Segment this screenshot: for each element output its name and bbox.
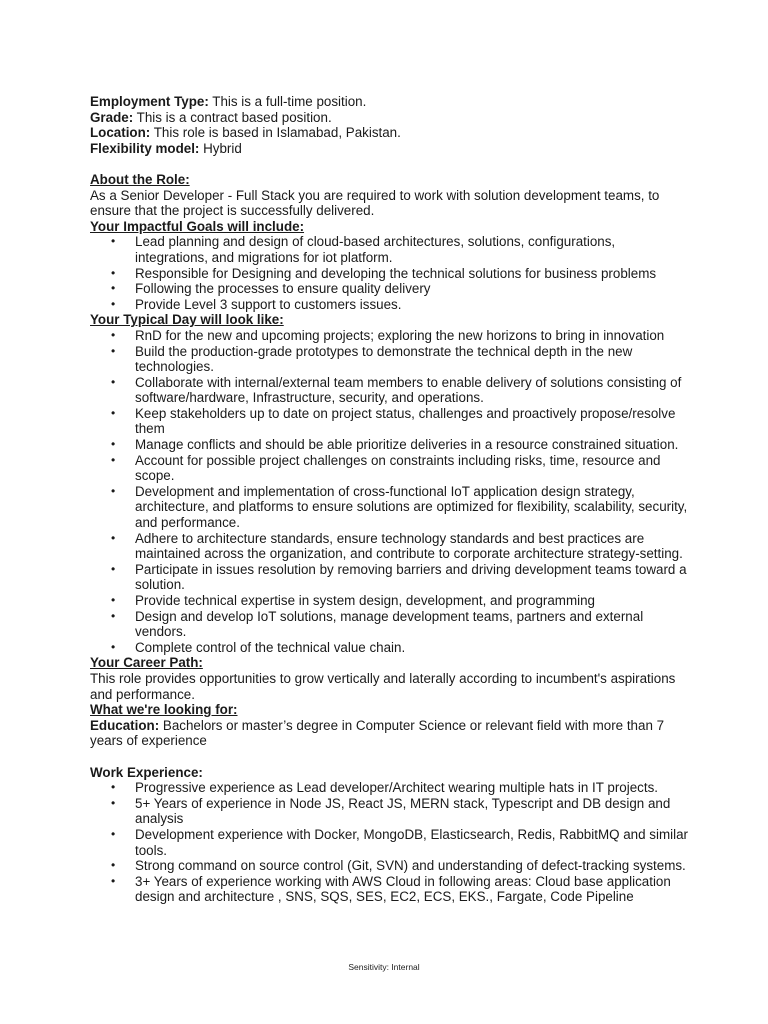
document-body [90, 94, 690, 905]
list-item: • Adhere to architecture standards, ensure technology standards and best practices are maintained across the organization, and contribute to corporate architecture strategy-setting. [90, 531, 690, 562]
list-item: • Complete control of the technical value chain. [90, 640, 690, 656]
list-item: • 5+ Years of experience in Node JS, React JS, MERN stack, Typescript and DB design and analysis [90, 796, 690, 827]
list-item: • Build the production-grade prototypes to demonstrate the technical depth in the new technologies. [90, 344, 690, 375]
about-title: About the Role: [90, 171, 190, 187]
typical-day-title: Your Typical Day will look like: [90, 312, 284, 328]
list-item: • Development experience with Docker, MongoDB, Elasticsearch, Redis, RabbitMQ and similar tools. [90, 827, 690, 858]
about-text: As a Senior Developer - Full Stack you are required to work with solution development teams, to ensure that the project is successfully delivered. [90, 187, 660, 219]
employment-type-line: Employment Type: This is a full-time position. [90, 94, 367, 109]
list-item: • Participate in issues resolution by removing barriers and driving development teams toward a solution. [90, 562, 690, 593]
list-item: • Provide technical expertise in system design, development, and programming [90, 593, 690, 609]
goals-list [90, 234, 690, 312]
list-item: • Account for possible project challenges on constraints including risks, time, resource and scope. [90, 453, 690, 484]
list-item: • Responsible for Designing and developing the technical solutions for business problems [90, 266, 690, 282]
list-item: • Provide Level 3 support to customers issues. [90, 297, 690, 313]
list-item: • 3+ Years of experience working with AWS Cloud in following areas: Cloud base application design and architecture , SNS, SQS, SES, EC2, ECS, EKS., Fargate, Code Pipeline [90, 874, 690, 905]
sensitivity-footer: Sensitivity: Internal [348, 962, 420, 972]
flexibility-line: Flexibility model: Hybrid [90, 140, 242, 156]
list-item: • Keep stakeholders up to date on project status, challenges and proactively propose/resolve them [90, 406, 690, 437]
grade-line: Grade: This is a contract based position. [90, 109, 332, 125]
list-item: • Manage conflicts and should be able prioritize deliveries in a resource constrained situation. [90, 437, 690, 453]
list-item: • Progressive experience as Lead developer/Architect wearing multiple hats in IT projects. [90, 780, 690, 796]
list-item: • Strong command on source control (Git, SVN) and understanding of defect-tracking systems. [90, 858, 690, 874]
list-item: • Lead planning and design of cloud-based architectures, solutions, configurations, integrations, and migrations for iot platform. [90, 234, 690, 265]
list-item: • Development and implementation of cross-functional IoT application design strategy, architecture, and platforms to ensure solutions are optimized for flexibility, scalability, security, and performance. [90, 484, 690, 531]
list-item: • Design and develop IoT solutions, manage development teams, partners and external vendors. [90, 609, 690, 640]
list-item: • Following the processes to ensure quality delivery [90, 281, 690, 297]
list-item: • RnD for the new and upcoming projects; exploring the new horizons to bring in innovation [90, 328, 690, 344]
work-experience-list [90, 780, 690, 905]
career-title: Your Career Path: [90, 655, 203, 671]
work-experience-title: Work Experience: [90, 764, 203, 780]
looking-for-title: What we're looking for: [90, 702, 238, 718]
list-item: • Collaborate with internal/external team members to enable delivery of solutions consisting of software/hardware, Infrastructure, security, and operations. [90, 375, 690, 406]
goals-title: Your Impactful Goals will include: [90, 218, 305, 234]
location-line: Location: This role is based in Islamabad, Pakistan. [90, 125, 401, 141]
typical-day-list [90, 328, 690, 655]
education-line: Education: Bachelors or master’s degree in Computer Science or relevant field with more than 7 years of experience [90, 717, 665, 749]
career-text: This role provides opportunities to grow vertically and laterally according to incumbent's aspirations and performance. [90, 670, 676, 702]
